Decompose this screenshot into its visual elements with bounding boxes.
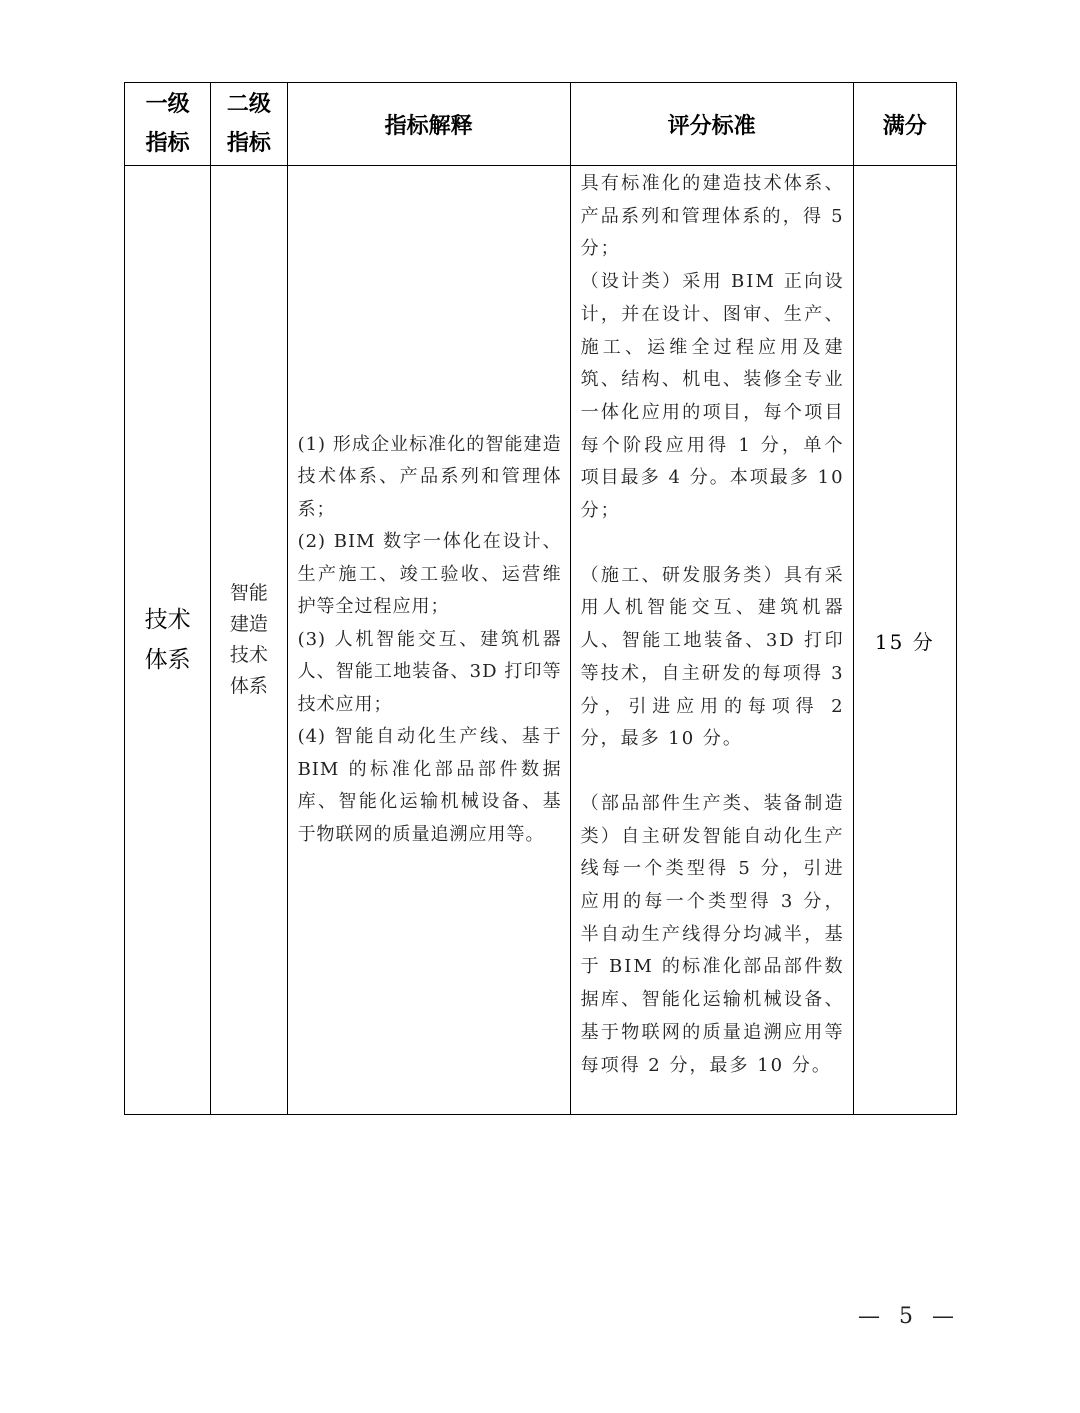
cell-explanation xyxy=(287,166,570,1115)
header-level1: 一级 指标 xyxy=(125,83,211,166)
cell-level2: 智能 建造 技术 体系 xyxy=(211,166,287,1115)
criteria-spacer xyxy=(581,756,845,788)
table-row xyxy=(125,166,957,1115)
header-level2: 二级 指标 xyxy=(211,83,287,166)
cell-criteria xyxy=(570,166,853,1115)
cell-full-score: 15 分 xyxy=(853,166,956,1115)
explanation-item: (3) 人机智能交互、建筑机器人、智能工地装备、3D 打印等技术应用； xyxy=(297,628,562,715)
criteria-spacer xyxy=(581,528,845,560)
explanation-item: (2) BIM 数字一体化在设计、生产施工、竣工验收、运营维护等全过程应用； xyxy=(297,531,562,618)
header-criteria: 评分标准 xyxy=(570,83,853,166)
header-explanation: 指标解释 xyxy=(287,83,570,166)
criteria-paragraph: （部品部件生产类、装备制造类）自主研发智能自动化生产线每一个类型得 5 分，引进应用的每一个类型得 3 分，半自动生产线得分均减半，基于 BIM 的标准化部品部件数据库、智能化运输机械设备、基于物联网的质量追溯应用等每项得 2 分，最多 10 分。 xyxy=(580,792,845,1076)
criteria-paragraph: （施工、研发服务类）具有采用人机智能交互、建筑机器人、智能工地装备、3D 打印等技术，自主研发的每项得 3 分，引进应用的每项得 2 分，最多 10 分。 xyxy=(580,564,845,750)
header-full-score: 满分 xyxy=(853,83,956,166)
explanation-item: (4) 智能自动化生产线、基于 BIM 的标准化部品部件数据库、智能化运输机械设备、基于物联网的质量追溯应用等。 xyxy=(297,726,562,845)
criteria-paragraph: （设计类）采用 BIM 正向设计，并在设计、图审、生产、施工、运维全过程应用及建筑、结构、机电、装修全专业一体化应用的项目，每个项目每个阶段应用得 1 分，单个项目最多 4 分。本项最多 10 分； xyxy=(580,271,845,522)
criteria-paragraph: 具有标准化的建造技术体系、产品系列和管理体系的，得 5 分； xyxy=(580,173,845,260)
table-header-row xyxy=(125,83,957,166)
explanation-item: (1) 形成企业标准化的智能建造技术体系、产品系列和管理体系； xyxy=(297,433,562,520)
cell-level1: 技术 体系 xyxy=(125,166,211,1115)
evaluation-table xyxy=(124,82,957,1115)
page-number: — 5 — xyxy=(858,1304,960,1329)
